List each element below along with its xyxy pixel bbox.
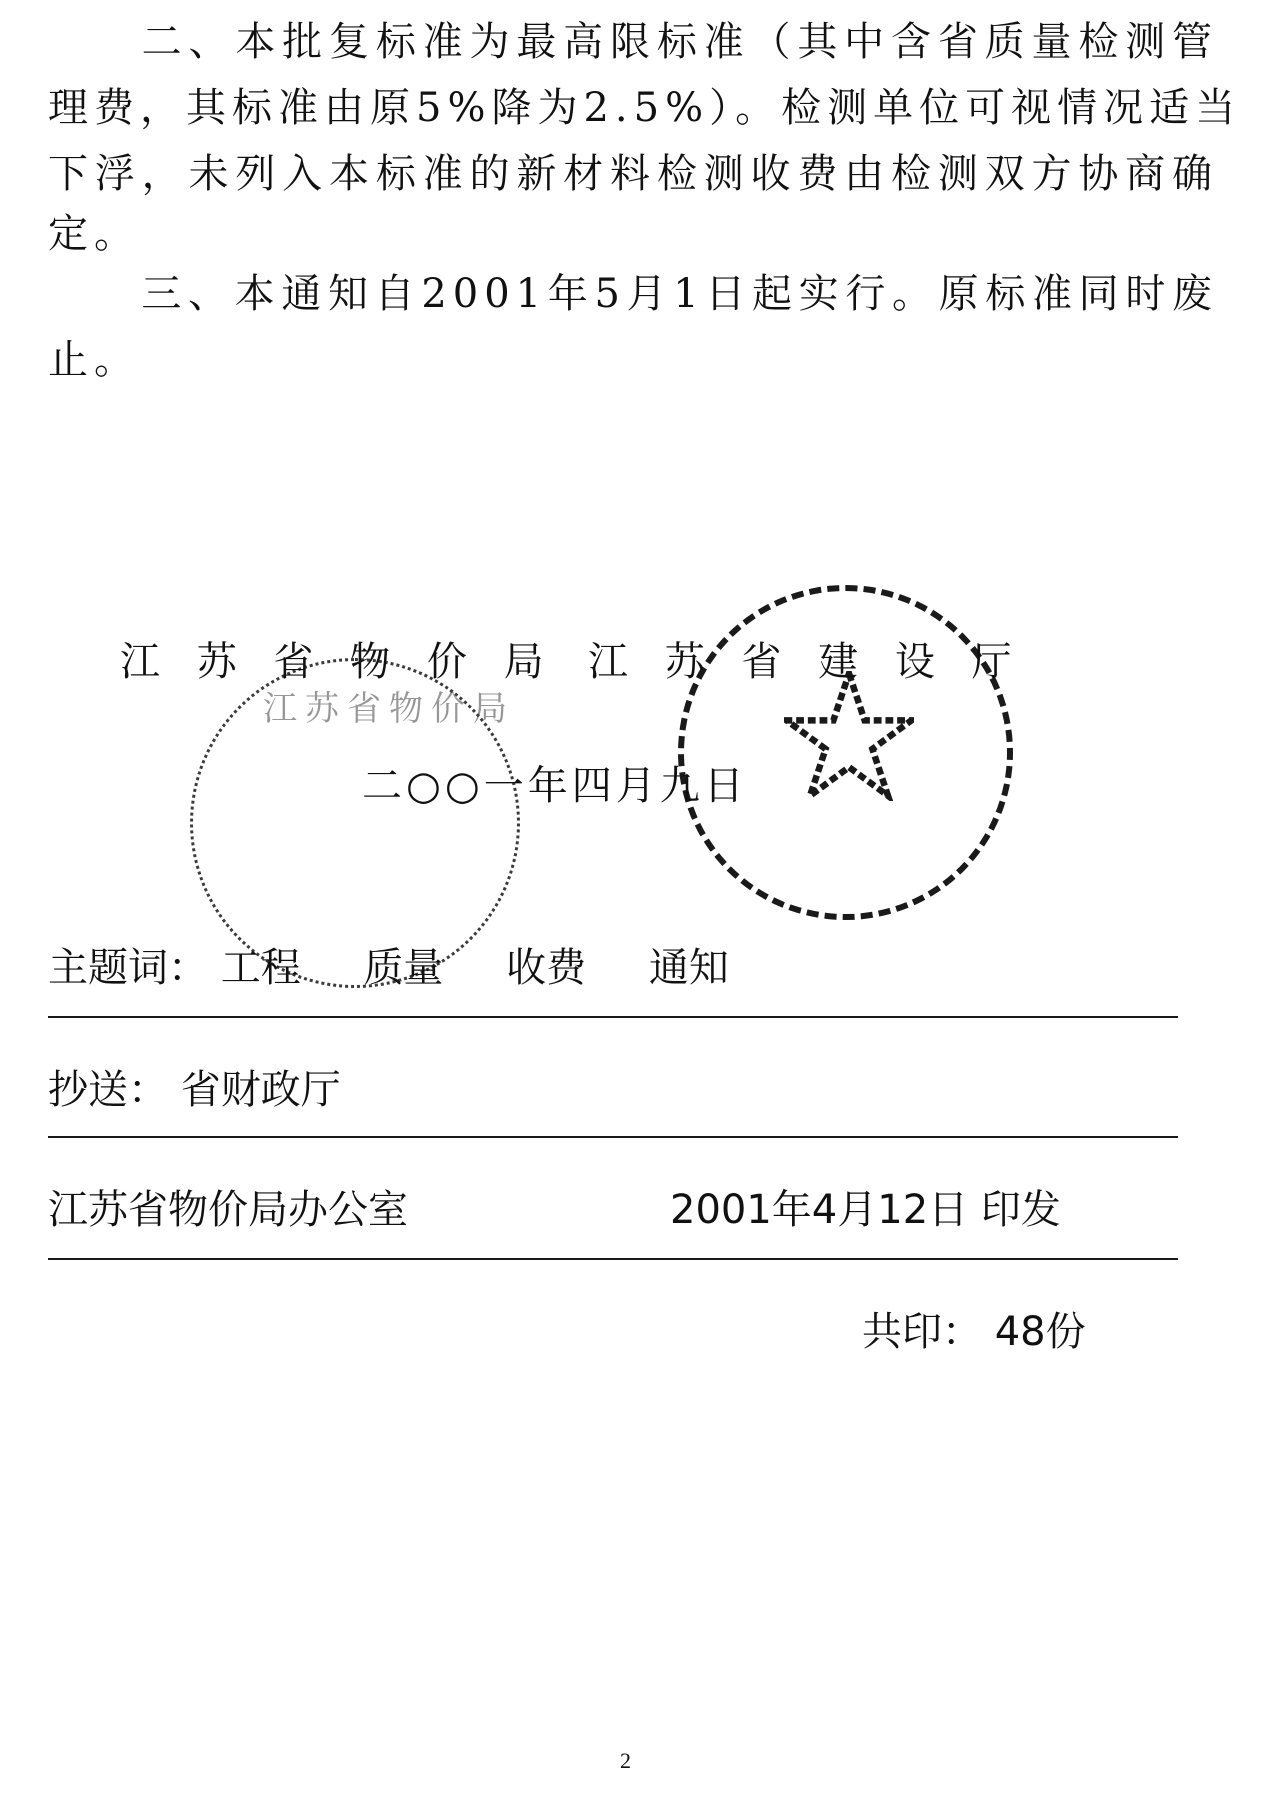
paragraph-3-line-2: 止。 [48, 337, 140, 383]
divider [48, 1016, 1178, 1018]
cc-value: 省财政厅 [180, 1067, 341, 1113]
copies-line [862, 1300, 1086, 1357]
cc-label: 抄送： [48, 1067, 168, 1113]
paragraph-3-line-1: 三、本通知自2001年5月1日起实行。原标准同时废 [48, 271, 1218, 317]
keyword: 收费 [506, 945, 587, 991]
page-number: 2 [620, 1748, 631, 1773]
paragraph-2-line-3: 下浮，未列入本标准的新材料检测收费由检测双方协商确 [48, 151, 1218, 197]
keywords-line [48, 936, 779, 993]
cc-line [48, 1058, 341, 1115]
divider [48, 1258, 1178, 1260]
signature-date: 二○○一年四月九日 [362, 763, 748, 809]
keywords-label: 主题词： [48, 945, 208, 991]
seal-left-text: 江苏省物价局 [263, 689, 515, 729]
issue-date: 2001年4月12日 印发 [670, 1187, 1061, 1233]
paragraph-2-line-2: 理费，其标准由原5%降为2.5%）。检测单位可视情况适当 [48, 85, 1242, 131]
signatory-org-right: 江 苏 省 建 设 厅 [588, 639, 1024, 685]
copies-label: 共印： [862, 1309, 982, 1355]
keyword: 通知 [648, 945, 729, 991]
copies-value: 48份 [994, 1309, 1086, 1355]
paragraph-2-line-4: 定。 [48, 211, 140, 257]
signatory-org-left: 江 苏 省 物 价 局 [120, 639, 556, 685]
issuer: 江苏省物价局办公室 [48, 1187, 408, 1233]
keyword: 工程 [220, 945, 301, 991]
keyword: 质量 [363, 945, 444, 991]
paragraph-2-line-1: 二、本批复标准为最高限标准（其中含省质量检测管 [48, 19, 1218, 65]
star-icon [784, 671, 914, 801]
divider [48, 1136, 1178, 1138]
